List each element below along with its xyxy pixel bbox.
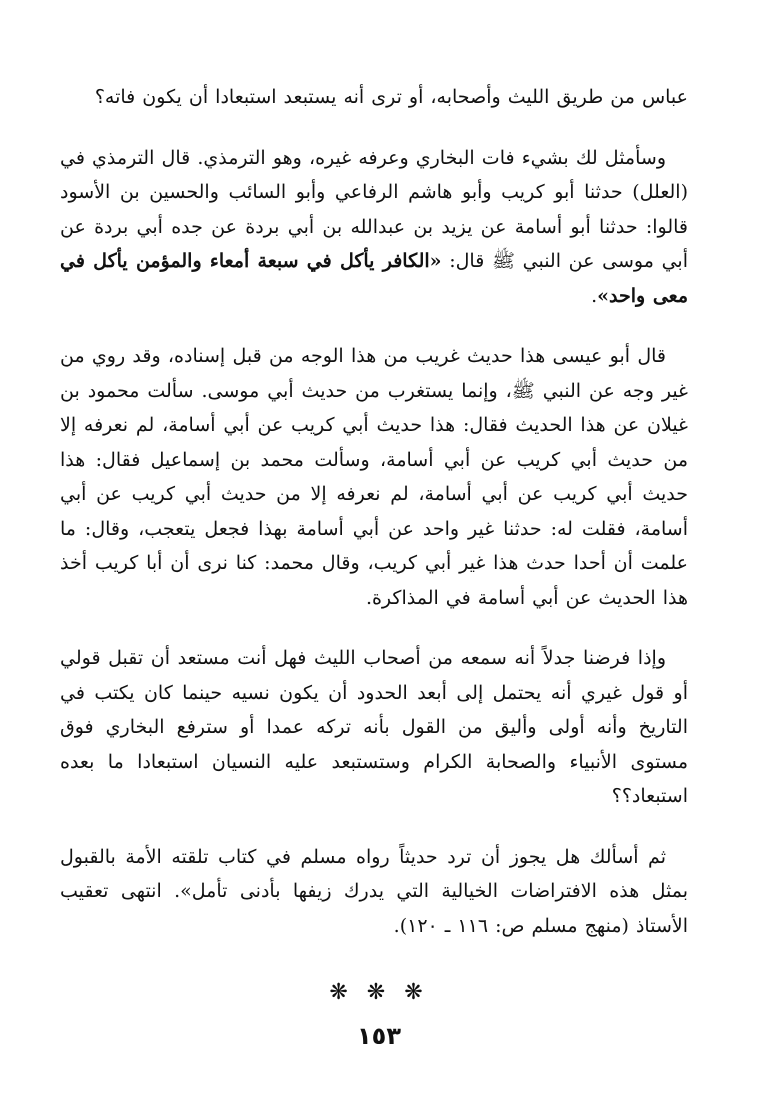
paragraph-4-text: وإذا فرضنا جدلاً أنه سمعه من أصحاب الليث فهل أنت مستعد أن تقبل قولي أو قول غيري أنه يحتمل إلى أبعد الحدود أن يكون نسيه حينما كان يكتب في التاريخ وأنه أولى وأليق من القول بأنه تركه عمدا أو سترفع البخاري فوق مستوى الأنبياء والصحابة الكرام وستستبعد عليه النسيان استبعادا ما بعده استبعاد؟؟ bbox=[60, 647, 688, 807]
paragraph-gap bbox=[60, 814, 688, 840]
paragraph-3-text: قال أبو عيسى هذا حديث غريب من هذا الوجه من قبل إسناده، وقد روي من غير وجه عن النبي ﷺ، وإنما يستغرب من حديث أبي موسى. سألت محمود بن غيلان عن هذا الحديث فقال: هذا حديث أبي كريب عن أبي أسامة، لم نعرفه إلا من حديث أبي كريب عن أبي أسامة، وسألت محمد بن إسماعيل فقال: هذا حديث أبي كريب عن أبي أسامة، لم نعرفه إلا من حديث أبي كريب عن أبي أسامة، فقلت له: حدثنا غير واحد عن أبي أسامة بهذا فجعل يتعجب، وقال: ما علمت أن أحدا حدث هذا غير أبي كريب، وقال محمد: كنا نرى أن أبا كريب أخذ هذا الحديث عن أبي أسامة في المذاكرة. bbox=[60, 345, 688, 609]
paragraph-2 bbox=[60, 141, 688, 314]
hadith-quote: «الكافر يأكل في سبعة أمعاء والمؤمن يأكل في معى واحد» bbox=[60, 250, 688, 307]
paragraph-2-text: وسأمثل لك بشيء فات البخاري وعرفه غيره، وهو الترمذي. قال الترمذي في (العلل) حدثنا أبو كريب وأبو هاشم الرفاعي وأبو السائب والحسين بن الأسود قالوا: حدثنا أبو أسامة عن يزيد بن عبدالله بن أبي بردة عن جده أبي بردة عن أبي موسى عن النبي ﷺ قال: bbox=[60, 146, 689, 272]
paragraph-gap bbox=[60, 313, 688, 339]
paragraph-gap bbox=[60, 615, 688, 641]
page-body bbox=[60, 80, 688, 943]
paragraph-gap bbox=[60, 115, 688, 141]
section-ornament: ❋ ❋ ❋ bbox=[329, 980, 429, 1005]
paragraph-1 bbox=[60, 80, 688, 115]
paragraph-2-end: . bbox=[591, 284, 598, 307]
paragraph-5 bbox=[60, 840, 688, 944]
paragraph-4 bbox=[60, 641, 688, 814]
paragraph-3 bbox=[60, 339, 688, 615]
paragraph-1-text: عباس من طريق الليث وأصحابه، أو ترى أنه يستبعد استبعادا أن يكون فاته؟ bbox=[94, 86, 688, 108]
page-number: ١٥٣ bbox=[357, 1022, 401, 1050]
paragraph-5-text: ثم أسألك هل يجوز أن ترد حديثاً رواه مسلم في كتاب تلقته الأمة بالقبول بمثل هذه الافتراضات الخيالية التي يدرك زيفها بأدنى تأمل». انتهى تعقيب الأستاذ (منهج مسلم ص: ١١٦ ـ ١٢٠). bbox=[60, 845, 688, 937]
